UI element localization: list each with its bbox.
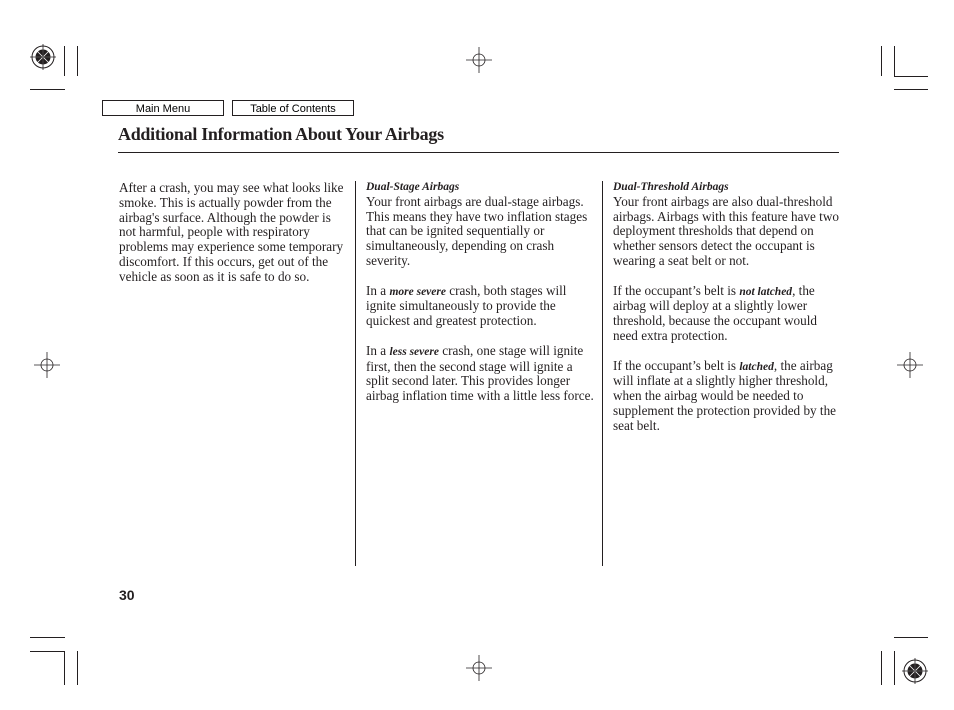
title-rule xyxy=(118,152,839,153)
emphasis: less severe xyxy=(389,345,439,358)
paragraph: Your front airbags are also dual-threshold airbags. Airbags with this feature have two deployment thresholds that depend on whether sensors detect the occupant is wearing a seat belt or not. xyxy=(613,193,839,268)
text: , the airbag will deploy at a slightly lower threshold, because the occupant would need extra protection. xyxy=(613,282,817,343)
text: , the airbag will inflate at a slightly higher threshold, when the airbag would be needed to supplement the protection provided by the seat belt. xyxy=(613,357,837,433)
text: crash, one stage will ignite first, then the second stage will ignite a split second later. This provides longer airbag inflation time with a little less force. xyxy=(366,342,594,404)
text: If the occupant’s belt is xyxy=(613,357,740,373)
paragraph xyxy=(613,284,841,344)
text: If the occupant’s belt is xyxy=(613,282,740,298)
text: In a xyxy=(366,282,390,298)
text: In a xyxy=(366,342,390,358)
page-title: Additional Information About Your Airbags xyxy=(118,124,444,144)
paragraph xyxy=(366,344,594,404)
section-heading: Dual-Threshold Airbags xyxy=(613,181,729,193)
paragraph xyxy=(366,284,594,329)
registration-mark-icon xyxy=(902,658,928,684)
column-divider xyxy=(602,181,603,566)
table-of-contents-button[interactable]: Table of Contents xyxy=(232,100,354,116)
paragraph: After a crash, you may see what looks like smoke. This is actually powder from the airbag's surface. Although the powder is not harmful, people with respiratory problems may experience some temporary discomfort. If this occurs, get out of the vehicle as soon as it is safe to do so. xyxy=(119,180,344,284)
emphasis: not latched xyxy=(739,285,793,298)
column-dual-threshold xyxy=(613,180,841,448)
text: crash, both stages will ignite simultaneously to provide the quickest and greatest protection. xyxy=(366,282,567,329)
crosshair-icon xyxy=(466,47,492,73)
main-menu-button[interactable]: Main Menu xyxy=(102,100,224,116)
emphasis: latched xyxy=(739,360,774,373)
column-smoke-info xyxy=(119,181,347,299)
crosshair-icon xyxy=(466,655,492,681)
section-heading: Dual-Stage Airbags xyxy=(366,181,460,193)
page-number: 30 xyxy=(119,587,135,603)
column-dual-stage xyxy=(366,180,594,419)
column-divider xyxy=(355,181,356,566)
registration-mark-icon xyxy=(30,44,56,70)
crosshair-icon xyxy=(897,352,923,378)
paragraph: Your front airbags are dual-stage airbags. This means they have two inflation stages that can be ignited sequentially or simultaneously, depending on crash severity. xyxy=(366,193,588,268)
emphasis: more severe xyxy=(389,285,446,298)
crosshair-icon xyxy=(34,352,60,378)
paragraph xyxy=(613,359,841,434)
